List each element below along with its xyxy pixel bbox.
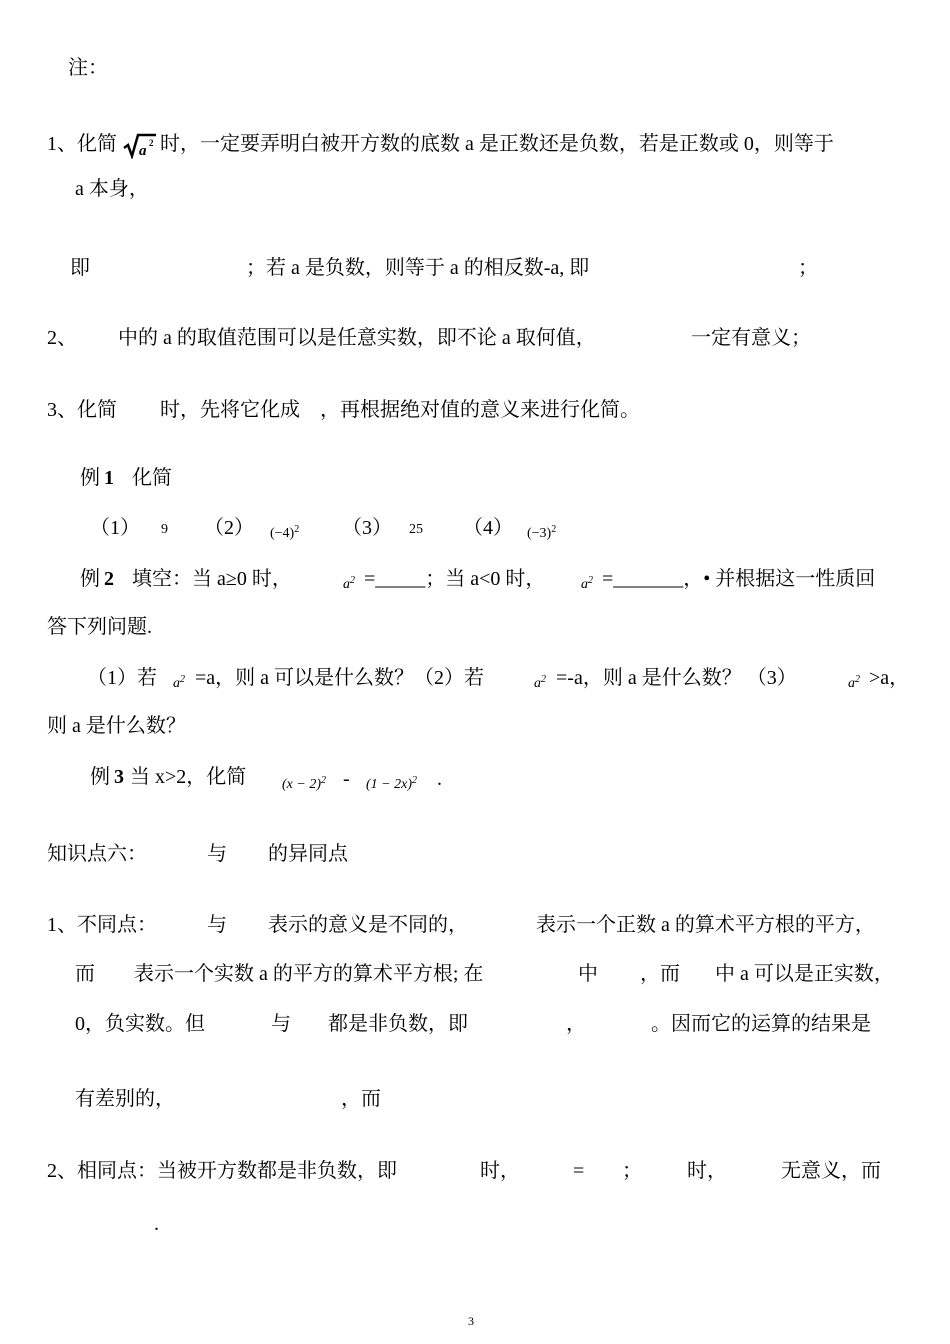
ex2-a-squared-1: $a^2$ [343, 575, 355, 592]
diff-text-1: 表示的意义是不同的， [268, 914, 468, 936]
knowledge-point-6: 知识点六： [47, 843, 147, 865]
same-semicolon: ； [622, 1160, 642, 1182]
ex1-item-3-expr: 25 [409, 522, 423, 537]
ex3-end: . [437, 768, 442, 790]
ex1-item-3-label: （3） [342, 517, 392, 539]
ex2-q1-a-squared: $a^2$ [173, 674, 185, 691]
ex2-blank-2: =_______，• 并根据这一性质回 [602, 568, 876, 590]
ex2-q3-line-2: 则 a 是什么数？ [47, 715, 186, 737]
p3-end: ，再根据绝对值的意义来进行化简。 [320, 399, 640, 421]
ex3-minus: - [343, 768, 350, 790]
diff-and-2: 与 [271, 1013, 291, 1035]
ex3-expr-2: $(1 - 2x)^2$ [366, 775, 417, 792]
same-equals: = [573, 1160, 585, 1182]
ex1-item-4-expr: $(-3)^2$ [527, 524, 557, 541]
diff-text-8: 有差别的， [75, 1088, 175, 1110]
page-number: 3 [468, 1314, 474, 1328]
example-1-title: 化简 [132, 467, 172, 489]
diff-text-2: 表示一个正数 a 的算术平方根的平方， [536, 914, 875, 936]
example-number: 1 [104, 467, 114, 489]
example-3-heading: 例 3 当 x>2，化简 [90, 766, 247, 788]
same-shi-2: 时， [687, 1160, 727, 1182]
diff-text-4: 中 a 可以是正实数， [715, 963, 894, 985]
p1-prefix: 1、化简 [47, 133, 117, 155]
diff-text-9: ，而 [341, 1088, 381, 1110]
diff-comma: ， [566, 1013, 586, 1035]
example-1-heading [80, 466, 172, 490]
p2-text-end: 一定有意义； [691, 327, 811, 349]
ex1-item-2-expr: $(-4)^2$ [270, 524, 300, 541]
p3-prefix: 3、化简 [47, 399, 117, 421]
same-shi: 时， [480, 1160, 520, 1182]
ex2-q2-a-squared: $a^2$ [534, 674, 546, 691]
ex1-item-1-label: （1） [90, 517, 140, 539]
ex2-q1-text: =a，则 a 可以是什么数？（2）若 [195, 667, 485, 689]
diff-text-3: 表示一个实数 a 的平方的算术平方根; 在 [134, 963, 484, 985]
same-heading: 2、相同点：当被开方数都是非负数，即 [47, 1160, 397, 1182]
diff-zhong: 中 [578, 963, 598, 985]
ex2-a-squared-2: $a^2$ [581, 575, 593, 592]
p3-mid: 时，先将它化成 [160, 399, 300, 421]
ex3-expr-1: $(x - 2)^2$ [282, 775, 326, 792]
ex1-item-1-expr: 9 [161, 522, 168, 537]
svg-text:2: 2 [149, 138, 154, 148]
p2-text: 中的 a 的取值范围可以是任意实数，即不论 a 取何值， [118, 327, 596, 349]
p1-ji: 即 [70, 257, 90, 279]
diff-er: 而 [75, 963, 95, 985]
diff-text-6: 都是非负数，即 [328, 1013, 468, 1035]
diff-er-2: ，而 [640, 963, 680, 985]
same-dot: . [154, 1213, 159, 1235]
same-text-end: 无意义，而 [781, 1160, 881, 1182]
p1-negative-case: ；若 a 是负数，则等于 a 的相反数-a, 即 [246, 257, 590, 279]
diff-text-7: 。因而它的运算的结果是 [651, 1013, 871, 1035]
ex1-item-2-label: （2） [204, 517, 254, 539]
example-label: 例 [80, 467, 100, 489]
p1-text-cont: a 本身， [75, 178, 149, 200]
ex1-item-4-label: （4） [463, 517, 513, 539]
example-2-line-1: 例 2 填空：当 a≥0 时， [80, 568, 292, 590]
p1-end: ； [798, 257, 818, 279]
diff-and: 与 [207, 914, 227, 936]
knowledge-point-6-title: 的异同点 [268, 843, 348, 865]
ex2-blank-1: =_____；当 a<0 时， [364, 568, 546, 590]
ex2-q3-a-squared: $a^2$ [848, 674, 860, 691]
note-heading: 注： [68, 57, 108, 79]
diff-text-5: 0，负实数。但 [75, 1013, 205, 1035]
p1-text: 时，一定要弄明白被开方数的底数 a 是正数还是负数，若是正数或 0，则等于 [160, 133, 834, 155]
diff-heading: 1、不同点： [47, 914, 157, 936]
ex2-line-2: 答下列问题. [47, 616, 152, 638]
p2-num: 2、 [47, 327, 77, 349]
svg-text:a: a [139, 143, 147, 159]
ex2-q2-text: =-a，则 a 是什么数？ （3） [556, 667, 797, 689]
ex2-q3-text: >a， [869, 667, 910, 689]
knowledge-point-6-and: 与 [207, 843, 227, 865]
ex2-q1: （1）若 [87, 667, 157, 689]
sqrt-a-squared-icon [123, 133, 157, 159]
